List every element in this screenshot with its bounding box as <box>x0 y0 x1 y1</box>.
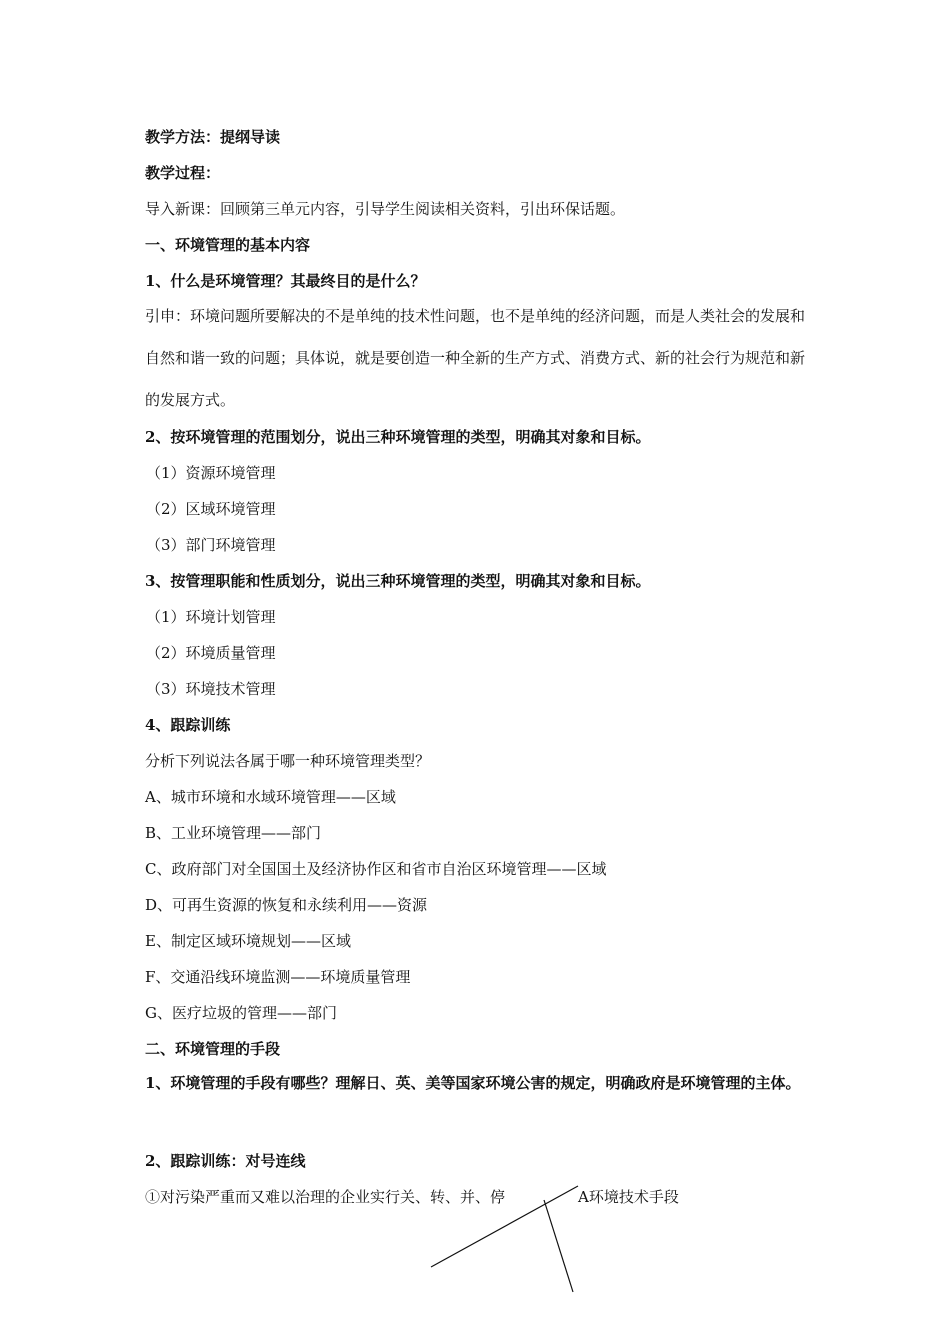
teaching-process: 教学过程： <box>145 164 221 182</box>
q4-item-f: F、交通沿线环境监测——环境质量管理 <box>145 968 411 986</box>
section-2-title: 二、环境管理的手段 <box>145 1040 281 1058</box>
question-2: 2、按环境管理的范围划分，说出三种环境管理的类型，明确其对象和目标。 <box>145 428 651 446</box>
section-2-question-2: 2、跟踪训练：对号连线 <box>145 1152 306 1170</box>
q4-item-g: G、医疗垃圾的管理——部门 <box>145 1004 337 1022</box>
q2-item-2: （2）区域环境管理 <box>146 500 276 518</box>
match-right-item: A环境技术手段 <box>578 1188 679 1206</box>
question-1-answer: 引申：环境问题所要解决的不是单纯的技术性问题，也不是单纯的经济问题，而是人类社会的发展和自然和谐一致的问题；具体说，就是要创造一种全新的生产方式、消费方式、新的社会行为规范和新的发展方式。 <box>145 307 806 409</box>
question-4: 4、跟踪训练 <box>145 716 231 734</box>
q3-item-1: （1）环境计划管理 <box>146 608 276 626</box>
section-1-title: 一、环境管理的基本内容 <box>145 236 311 254</box>
q4-prompt: 分析下列说法各属于哪一种环境管理类型？ <box>145 752 431 770</box>
q4-item-e: E、制定区域环境规划——区域 <box>145 932 351 950</box>
question-1: 1、什么是环境管理？其最终目的是什么？ <box>145 272 426 290</box>
intro-text: 导入新课：回顾第三单元内容，引导学生阅读相关资料，引出环保话题。 <box>145 200 626 218</box>
q3-item-3: （3）环境技术管理 <box>146 680 276 698</box>
q2-item-1: （1）资源环境管理 <box>146 464 276 482</box>
q4-item-a: A、城市环境和水域环境管理——区域 <box>145 788 396 806</box>
teaching-method: 教学方法：提纲导读 <box>145 128 281 146</box>
question-3: 3、按管理职能和性质划分，说出三种环境管理的类型，明确其对象和目标。 <box>145 572 651 590</box>
section-2-question-1: 1、环境管理的手段有哪些？理解日、英、美等国家环境公害的规定，明确政府是环境管理的主体。 <box>145 1074 801 1092</box>
q2-item-3: （3）部门环境管理 <box>146 536 276 554</box>
q4-item-d: D、可再生资源的恢复和永续利用——资源 <box>145 896 428 914</box>
connector-line-1 <box>431 1186 578 1267</box>
connector-line-2 <box>544 1200 573 1292</box>
match-left-item: ①对污染严重而又难以治理的企业实行关、转、并、停 <box>145 1188 506 1206</box>
q4-item-b: B、工业环境管理——部门 <box>145 824 322 842</box>
q4-item-c: C、政府部门对全国国土及经济协作区和省市自治区环境管理——区域 <box>145 860 607 878</box>
q3-item-2: （2）环境质量管理 <box>146 644 276 662</box>
